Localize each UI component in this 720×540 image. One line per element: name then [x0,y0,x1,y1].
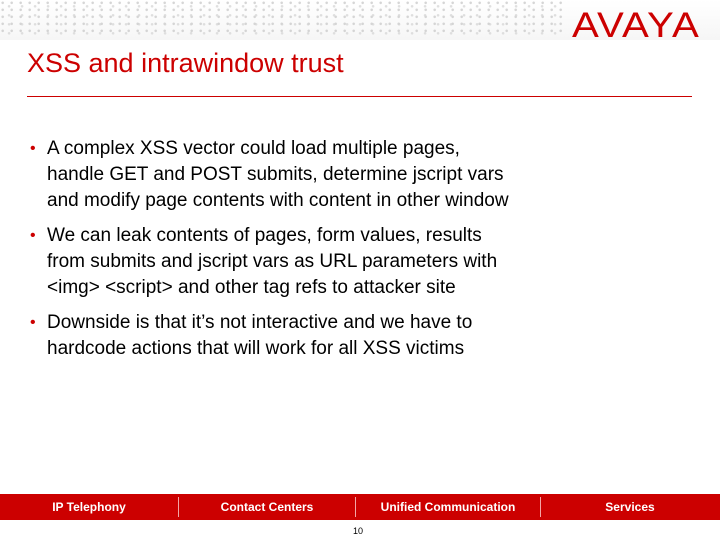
bullet-line: from submits and jscript vars as URL parameters with [47,251,498,272]
logo-text: AVAYA [572,6,700,42]
page-number: 10 [353,526,364,536]
bullet-item [30,310,685,362]
footer-item-unified-communication: Unified Communication [380,500,516,514]
bullet-marker: • [30,227,36,244]
bullet-marker: • [30,314,36,331]
footer-nav-bar [0,494,720,520]
bullet-line: hardcode actions that will work for all XSS victims [47,338,465,359]
slide-title: XSS and intrawindow trust [27,48,344,78]
bullet-line: Downside is that it’s not interactive and we have to [47,312,473,333]
bullet-item [30,223,685,301]
bullet-line: A complex XSS vector could load multiple pages, [47,138,460,159]
header-texture [0,0,565,36]
title-underline [27,96,692,97]
bullet-line: <img> <script> and other tag refs to attacker site [47,277,456,298]
bullet-list [30,136,685,371]
footer-item-ip-telephony: IP Telephony [52,500,126,514]
bullet-line: and modify page contents with content in other window [47,190,509,211]
bullet-item [30,136,685,214]
bullet-line: We can leak contents of pages, form values, results [47,225,482,246]
bullet-line: handle GET and POST submits, determine jscript vars [47,164,504,185]
avaya-logo [572,2,702,42]
bullet-marker: • [30,140,36,157]
footer-item-contact-centers: Contact Centers [220,500,314,514]
footer-item-services: Services [605,500,655,514]
